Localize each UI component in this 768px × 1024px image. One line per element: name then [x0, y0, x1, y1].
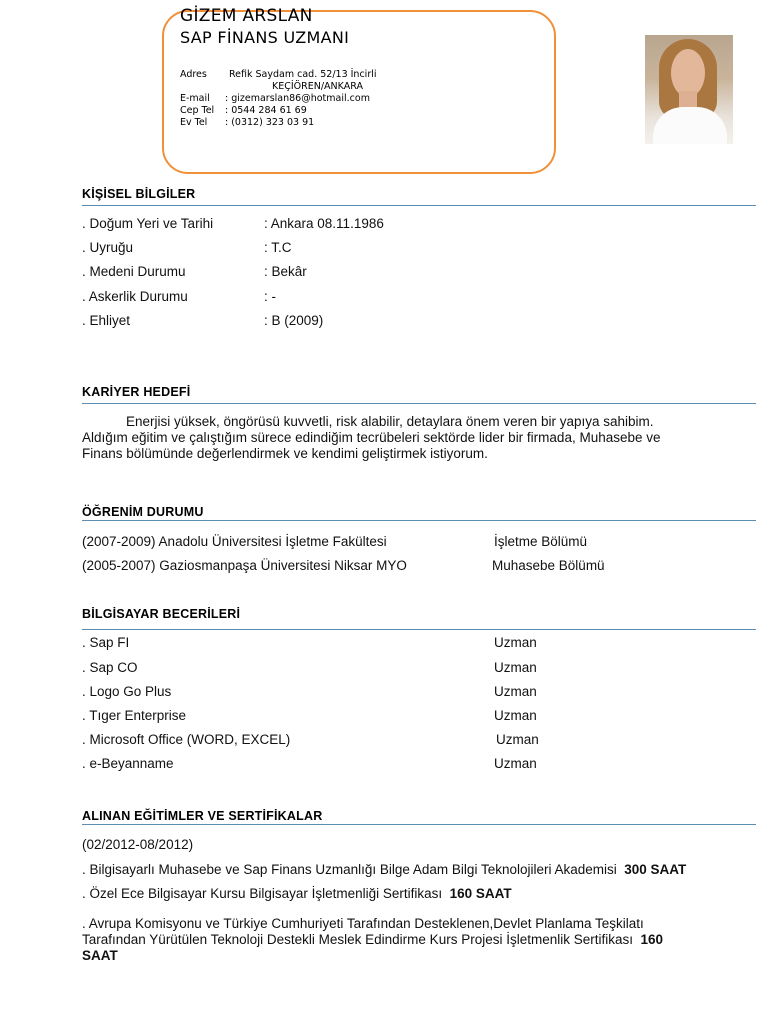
email-value: : gizemarslan86@hotmail.com — [225, 93, 370, 104]
education-department: İşletme Bölümü — [494, 534, 588, 549]
home-label: Ev Tel — [180, 117, 208, 128]
skills-rule — [82, 629, 756, 630]
certificates-rule — [82, 824, 756, 825]
personal-heading: KİŞİSEL BİLGİLER — [82, 187, 196, 201]
personal-value: : Bekâr — [264, 264, 307, 279]
skill-level: Uzman — [494, 708, 537, 723]
certificates-period: (02/2012-08/2012) — [82, 837, 194, 852]
cell-label: Cep Tel — [180, 105, 215, 116]
career-heading: KARİYER HEDEFİ — [82, 385, 191, 399]
career-rule — [82, 403, 756, 404]
personal-label: . Doğum Yeri ve Tarihi — [82, 216, 214, 231]
profile-photo — [645, 35, 733, 144]
education-department: Muhasebe Bölümü — [492, 558, 605, 573]
education-school: (2007-2009) Anadolu Üniversitesi İşletme Fakültesi — [82, 534, 387, 549]
personal-value: : T.C — [264, 240, 292, 255]
home-row — [180, 117, 377, 129]
personal-label: . Ehliyet — [82, 313, 131, 328]
skill-name: . Microsoft Office (WORD, EXCEL) — [82, 732, 291, 747]
certificate-item — [82, 862, 686, 877]
skill-level: Uzman — [494, 684, 537, 699]
contact-info — [180, 69, 377, 129]
certificate-item — [82, 886, 512, 901]
skill-name: . Logo Go Plus — [82, 684, 172, 699]
career-line: Finans bölümünde değerlendirmek ve kendimi geliştirmek istiyorum. — [82, 446, 488, 461]
home-value: : (0312) 323 03 91 — [225, 117, 315, 128]
certificate-text: Tarafından Yürütülen Teknoloji Destekli Meslek Edindirme Kurs Projesi İşletmenlik Sertifikası — [82, 932, 633, 947]
skill-level: Uzman — [496, 732, 539, 747]
personal-label: . Uyruğu — [82, 240, 134, 255]
certificate-hours: 160 — [640, 932, 664, 947]
education-rule — [82, 520, 756, 521]
address-line2: KEÇİÖREN/ANKARA — [272, 81, 363, 92]
skill-level: Uzman — [494, 635, 537, 650]
certificate-item — [82, 932, 663, 947]
person-name: GİZEM ARSLAN — [180, 6, 313, 26]
skill-name: . Tıger Enterprise — [82, 708, 187, 723]
education-heading: ÖĞRENİM DURUMU — [82, 505, 204, 519]
certificate-hours: 300 SAAT — [624, 862, 687, 877]
cell-value: : 0544 284 61 69 — [225, 105, 307, 116]
personal-label: . Askerlik Durumu — [82, 289, 188, 304]
career-line: Aldığım eğitim ve çalıştığım sürece edindiğim tecrübeleri sektörde lider bir firmada, Muhasebe ve — [82, 430, 661, 445]
email-label: E-mail — [180, 93, 210, 104]
address-row — [180, 69, 377, 81]
skill-level: Uzman — [494, 756, 537, 771]
skill-name: . Sap CO — [82, 660, 138, 675]
personal-rule — [82, 205, 756, 206]
skill-name: . e-Beyanname — [82, 756, 174, 771]
certificate-text: . Avrupa Komisyonu ve Türkiye Cumhuriyeti Tarafından Desteklenen,Devlet Planlama Teşkilatı — [82, 916, 644, 931]
certificate-hours: 160 SAAT — [449, 886, 512, 901]
personal-value: : - — [264, 289, 276, 304]
certificates-heading: ALINAN EĞİTİMLER VE SERTİFİKALAR — [82, 809, 323, 823]
career-line: Enerjisi yüksek, öngörüsü kuvvetli, risk alabilir, detaylara önem veren bir yapıya sahibim. — [126, 414, 654, 429]
address-label: Adres — [180, 69, 207, 80]
certificate-hours: SAAT — [82, 948, 118, 963]
skills-heading: BİLGİSAYAR BECERİLERİ — [82, 607, 241, 621]
personal-label: . Medeni Durumu — [82, 264, 186, 279]
cell-row — [180, 105, 377, 117]
skill-name: . Sap FI — [82, 635, 130, 650]
certificate-text: . Bilgisayarlı Muhasebe ve Sap Finans Uzmanlığı Bilge Adam Bilgi Teknolojileri Akademisi — [82, 862, 617, 877]
address-line1: Refik Saydam cad. 52/13 İncirli — [229, 69, 377, 80]
personal-value: : B (2009) — [264, 313, 324, 328]
certificate-text: . Özel Ece Bilgisayar Kursu Bilgisayar İşletmenliği Sertifikası — [82, 886, 443, 901]
personal-value: : Ankara 08.11.1986 — [264, 216, 384, 231]
email-row — [180, 93, 377, 105]
education-school: (2005-2007) Gaziosmanpaşa Üniversitesi Niksar MYO — [82, 558, 407, 573]
job-title: SAP FİNANS UZMANI — [180, 28, 350, 47]
skill-level: Uzman — [494, 660, 537, 675]
